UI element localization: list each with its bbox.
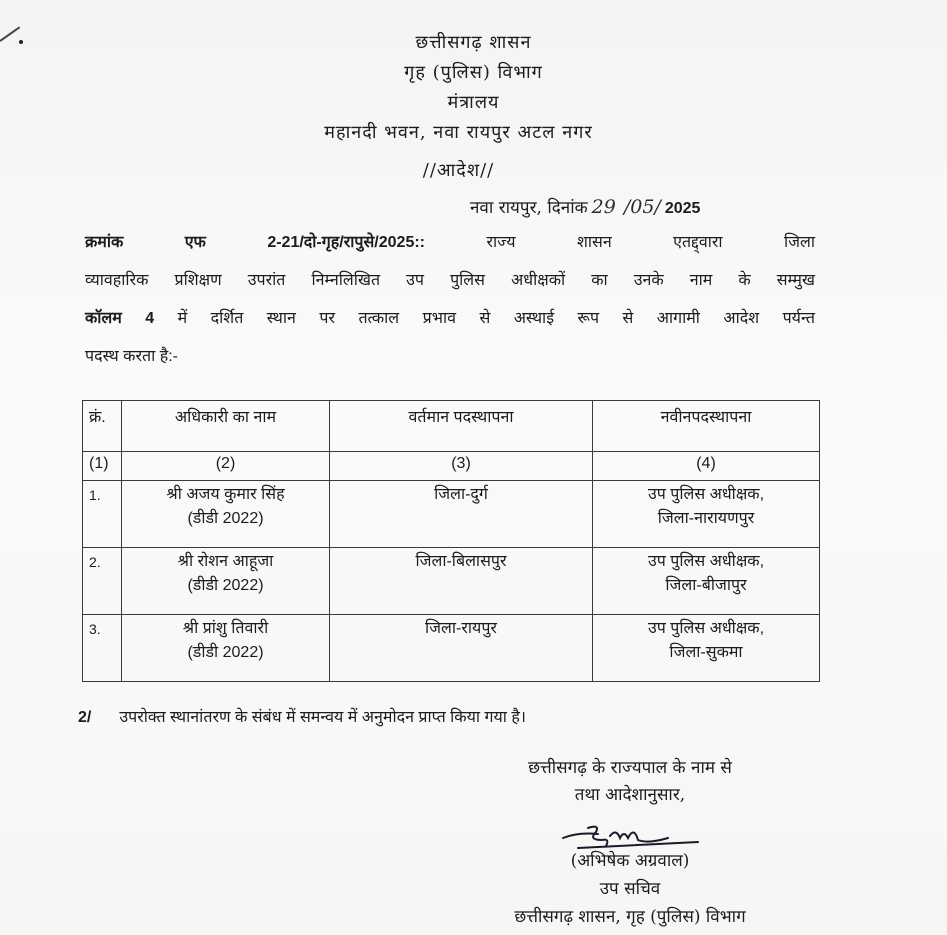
body-line-3 bbox=[85, 302, 815, 336]
column-number-row bbox=[83, 452, 820, 481]
officer-batch: (डीडी 2022) bbox=[187, 510, 264, 527]
officer-batch: (डीडी 2022) bbox=[187, 644, 264, 661]
header-current-posting: वर्तमान पदस्थापना bbox=[330, 401, 593, 452]
row-sn: 2. bbox=[83, 548, 122, 615]
officer-cell bbox=[122, 548, 330, 615]
table-row bbox=[83, 481, 820, 548]
header-sn: क्रं. bbox=[83, 401, 122, 452]
date-prefix: नवा रायपुर, दिनांक bbox=[470, 198, 588, 218]
header-officer-name: अधिकारी का नाम bbox=[122, 401, 330, 452]
header-new-posting: नवीनपदस्थापना bbox=[593, 401, 820, 452]
signatory-name: (अभिषेक अग्रवाल) bbox=[570, 851, 690, 871]
date-year: 2025 bbox=[664, 200, 701, 217]
table-row bbox=[83, 548, 820, 615]
officer-cell bbox=[122, 481, 330, 548]
header-ministry: मंत्रालय bbox=[447, 92, 500, 113]
header-address: महानदी भवन, नवा रायपुर अटल नगर bbox=[324, 122, 593, 143]
new-post: उप पुलिस अधीक्षक, bbox=[647, 486, 765, 503]
colnum-2: (2) bbox=[122, 452, 330, 481]
new-place: जिला-बीजापुर bbox=[665, 577, 747, 594]
new-posting-cell bbox=[593, 615, 820, 682]
signatory-department: छत्तीसगढ़ शासन, गृह (पुलिस) विभाग bbox=[514, 907, 746, 927]
date-day: 29 bbox=[591, 196, 616, 218]
body-text: राज्य शासन एतद्द्वारा जिला bbox=[486, 234, 815, 251]
transfer-table bbox=[82, 400, 820, 682]
body-line-1 bbox=[85, 226, 815, 260]
order-title: //आदेश// bbox=[422, 160, 495, 181]
new-place: जिला-नारायणपुर bbox=[657, 510, 755, 527]
body-line-2: व्यावहारिक प्रशिक्षण उपरांत निम्नलिखित उप पुलिस अधीक्षकों का उनके नाम के सम्मुख bbox=[85, 272, 815, 289]
order-number: क्रमांक एफ 2-21/दो-गृह/रापुसे/2025:: bbox=[85, 234, 425, 251]
signature-authority-line: छत्तीसगढ़ के राज्यपाल के नाम से bbox=[528, 758, 732, 778]
officer-name: श्री रोशन आहूजा bbox=[177, 553, 274, 570]
note-number: 2/ bbox=[78, 709, 92, 726]
table-row bbox=[83, 615, 820, 682]
officer-name: श्री अजय कुमार सिंह bbox=[166, 486, 285, 503]
note-text: उपरोक्त स्थानांतरण के संबंध में समन्वय में अनुमोदन प्राप्त किया गया है। bbox=[119, 709, 526, 726]
row-sn: 1. bbox=[83, 481, 122, 548]
signatory-designation: उप सचिव bbox=[599, 879, 661, 899]
header-department: गृह (पुलिस) विभाग bbox=[404, 62, 543, 83]
date-line bbox=[470, 195, 700, 218]
current-posting: जिला-दुर्ग bbox=[330, 481, 593, 548]
table-header-row bbox=[83, 401, 820, 452]
header-government: छत्तीसगढ़ शासन bbox=[415, 32, 532, 53]
officer-batch: (डीडी 2022) bbox=[187, 577, 264, 594]
note-paragraph bbox=[78, 705, 526, 727]
new-post: उप पुलिस अधीक्षक, bbox=[647, 553, 765, 570]
date-month: /05/ bbox=[623, 196, 661, 218]
body-line-4: पदस्थ करता है:- bbox=[85, 348, 178, 365]
current-posting: जिला-रायपुर bbox=[330, 615, 593, 682]
officer-name: श्री प्रांशु तिवारी bbox=[182, 620, 269, 637]
body-text: में दर्शित स्थान पर तत्काल प्रभाव से अस्थाई रूप से आगामी आदेश पर्यन्त bbox=[177, 310, 815, 327]
row-sn: 3. bbox=[83, 615, 122, 682]
colnum-3: (3) bbox=[330, 452, 593, 481]
colnum-1: (1) bbox=[83, 452, 122, 481]
colnum-4: (4) bbox=[593, 452, 820, 481]
new-place: जिला-सुकमा bbox=[669, 644, 743, 661]
officer-cell bbox=[122, 615, 330, 682]
new-post: उप पुलिस अधीक्षक, bbox=[647, 620, 765, 637]
new-posting-cell bbox=[593, 481, 820, 548]
current-posting: जिला-बिलासपुर bbox=[330, 548, 593, 615]
new-posting-cell bbox=[593, 548, 820, 615]
signature-order-line: तथा आदेशानुसार, bbox=[574, 785, 686, 805]
column-reference: कॉलम 4 bbox=[85, 310, 155, 327]
